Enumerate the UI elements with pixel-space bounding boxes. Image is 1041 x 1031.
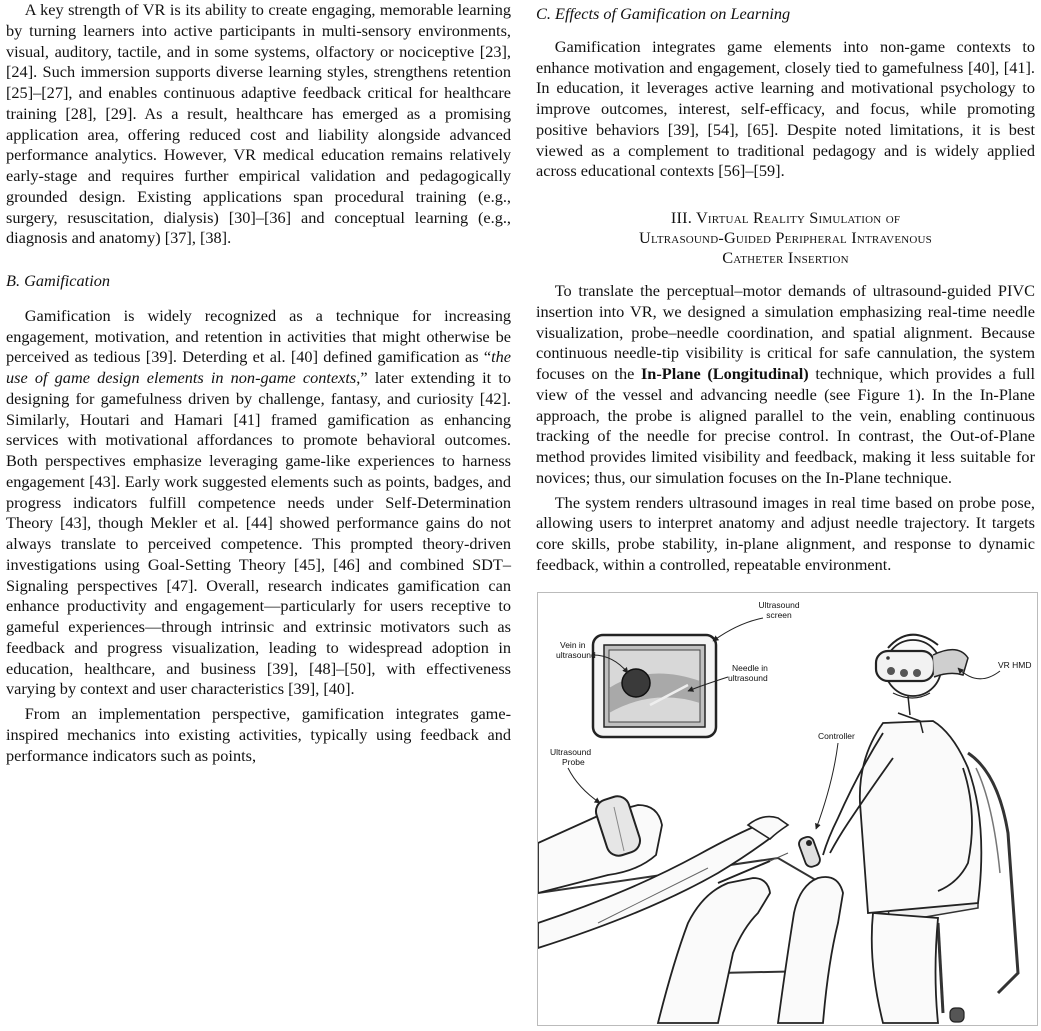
- paragraph-system-rendering: The system renders ultrasound images in real time based on probe pose, allowing users to interpret anatomy and adjust needle trajectory. It targets core skills, probe stability, in-plane alignment, and response to dynamic feedback, within a controlled, repeatable environment.: [536, 492, 1035, 574]
- right-column: [536, 0, 1035, 576]
- label-needle-in-ultrasound-2: ultrasound: [728, 673, 768, 683]
- subsection-title-gamification: B. Gamification: [6, 271, 111, 290]
- label-needle-in-ultrasound-1: Needle in: [732, 663, 768, 673]
- section-title: [536, 208, 1035, 268]
- vr-controller: [797, 835, 821, 868]
- seated-user: [823, 635, 981, 1023]
- vein-in-ultrasound-mark: [622, 669, 650, 697]
- paragraph-simulation-part1: To translate the perceptual–motor demands of ultrasound-guided PIVC insertion into VR, we designed a simulation emphasizing real-time needle visualization, probe–needle coordination, and spatial alignment. Because continuous needle-tip visibility is critical for safe cannulation, the system focuses on the: [536, 281, 1035, 383]
- paragraph-gamification: [6, 306, 511, 700]
- label-ultrasound-probe-1: Ultrasound: [550, 747, 592, 757]
- label-controller: Controller: [818, 731, 855, 741]
- section-title-line-2: Ultrasound-Guided Peripheral Intravenous: [638, 228, 932, 247]
- label-ultrasound-probe-2: Probe: [562, 757, 585, 767]
- paragraph-vr-strength: A key strength of VR is its ability to create engaging, memorable learning by turning learners into active participants in multi-sensory environments, visual, auditory, tactile, and in some systems, olfactory or nociceptive [23], [24]. Such immersion supports diverse learning styles, strengthens retention [25]–[27], and enables continuous adaptive feedback critical for healthcare training [28], [29]. As a result, healthcare has emerged as a promising application area, offering reduced cost and liability alongside advanced performance analytics. However, VR medical education remains relatively early-stage and requires further empirical validation and pedagogically grounded design. Existing applications span procedural training (e.g., surgery, resuscitation, dialysis) [30]–[36] and conceptual learning (e.g., diagnosis and anatomy) [37], [38].: [6, 0, 511, 248]
- paragraph-gamification-part1: Gamification is widely recognized as a technique for increasing engagement, motivation, and retention in activities that might otherwise be perceived as tedious [39]. Deterding et al. [40] defined gamification as “: [6, 305, 511, 367]
- in-plane-technique-bold: In-Plane (Longitudinal): [640, 364, 809, 383]
- label-vr-hmd: VR HMD: [998, 660, 1032, 670]
- paragraph-simulation-part2: technique, which provides a full view of the vessel and advancing needle (see Figure 1). In the In-Plane approach, the probe is aligned parallel to the vein, enabling continuous tracking of the needle for precise control. In contrast, the Out-of-Plane method provides limited visibility and feedback, making it less suitable for novices; thus, our simulation focuses on the In-Plane technique.: [536, 364, 1035, 487]
- label-vein-in-ultrasound-1: Vein in: [560, 640, 586, 650]
- vr-hmd-device: [876, 650, 968, 681]
- paragraph-gamification-part2: ,” later extending it to designing for gamefulness driven by challenge, fantasy, and curiosity [42]. Similarly, Houtari and Hamari [41] framed gamification as enhancing services with motivational affordances to promote behavioral outcomes. Both perspectives emphasize leveraging game-like experiences to harness engagement [43]. Early work suggested elements such as points, badges, and progress indicators fulfill competence needs under Self-Determination Theory [43], though Mekler et al. [44] showed performance gains do not always translate to perceived competence. This prompted theory-driven investigations using Goal-Setting Theory [45], [46] and combined SDT–Signaling perspectives [47]. Overall, research indicates gamification can enhance productivity and engagement—particularly for users receptive to gameful experiences—through intrinsic and extrinsic motivators such as feedback and progress visualization, leading to widespread adoption in education, healthcare, and business [39], [48]–[50], with effectiveness varying by context and user characteristics [39], [40].: [6, 368, 511, 699]
- paragraph-effects: Gamification integrates game elements into non-game contexts to enhance motivation and engagement, closely tied to gamefulness [40], [41]. In education, it leverages active learning and motivational psychology to improve outcomes, interest, self-efficacy, and focus, while promoting positive behaviors [39], [54], [65]. Despite noted limitations, it is best viewed as a complement to traditional pedagogy and is widely applied across educational contexts [56]–[59].: [536, 36, 1035, 181]
- gamification-definition-quote: the use of game design elements in non-game contexts: [6, 347, 511, 387]
- label-ultrasound-screen-2: screen: [766, 610, 792, 620]
- figure-vr-setup: [537, 592, 1038, 1026]
- section-title-line-3: Catheter Insertion: [722, 248, 849, 267]
- label-vein-in-ultrasound-2: ultrasound: [556, 650, 596, 660]
- label-ultrasound-screen-1: Ultrasound: [758, 600, 800, 610]
- ultrasound-screen-device: [593, 635, 716, 737]
- figure-illustration: [538, 593, 1037, 1025]
- paragraph-simulation-design: [536, 281, 1035, 489]
- paragraph-implementation: From an implementation perspective, gamification integrates game-inspired mechanics into existing activities, typically using feedback and performance indicators such as points,: [6, 704, 511, 765]
- subsection-title-effects: C. Effects of Gamification on Learning: [536, 4, 791, 23]
- section-title-line-1: III. Virtual Reality Simulation of: [670, 208, 901, 227]
- left-column: [6, 0, 511, 766]
